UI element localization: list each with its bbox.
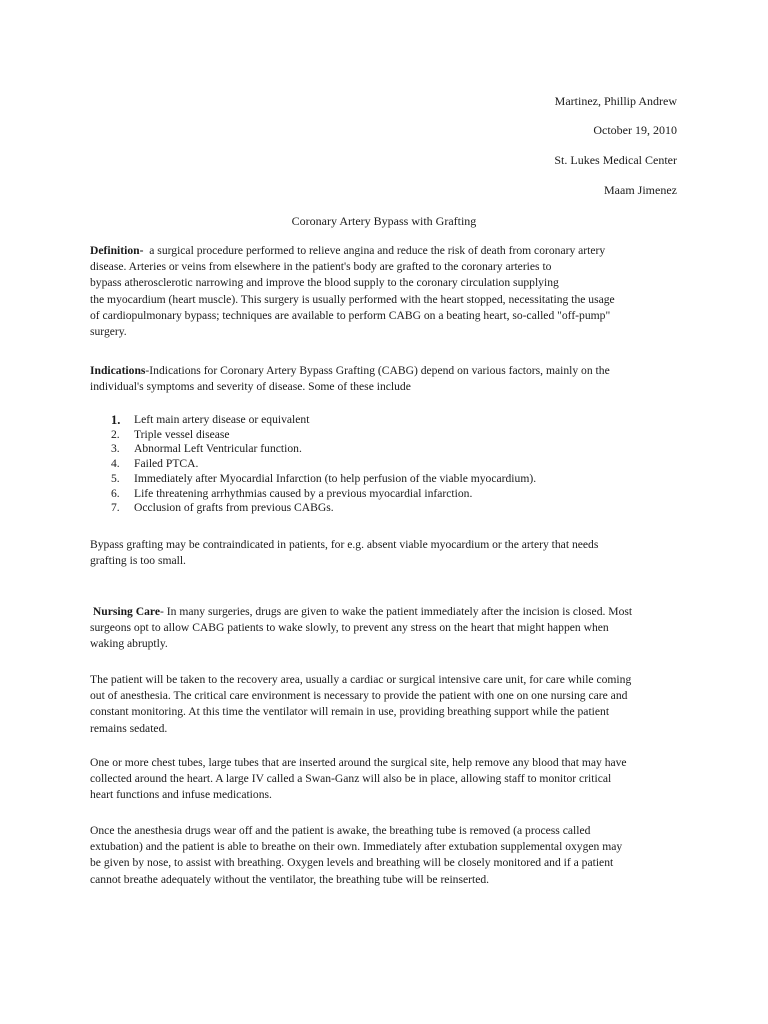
contraindication-line: Bypass grafting may be contraindicated in patients, for e.g. absent viable myocardium or the artery that needs (90, 538, 599, 551)
document-date: October 19, 2010 (593, 123, 677, 137)
chest-tubes-paragraph (90, 755, 680, 804)
institution-name: St. Lukes Medical Center (554, 153, 677, 167)
indications-paragraph (90, 363, 680, 395)
definition-label: Definition- (90, 244, 144, 257)
definition-paragraph (90, 243, 680, 340)
list-item: 3. Abnormal Left Ventricular function. (111, 442, 302, 456)
author-name: Martinez, Phillip Andrew (554, 94, 677, 108)
indications-list (111, 413, 536, 516)
list-item: 5. Immediately after Myocardial Infarction (to help perfusion of the viable myocardium). (111, 471, 537, 485)
contraindication-line: grafting is too small. (90, 554, 186, 568)
recovery-line: out of anesthesia. The critical care environment is necessary to provide the patient with one on one nursing care and (90, 689, 628, 703)
nursing-care-label: Nursing Care (92, 605, 161, 618)
anesthesia-line: cannot breathe adequately without the ventilator, the breathing tube will be reinserted. (90, 872, 490, 886)
list-item: 6. Life threatening arrhythmias caused by a previous myocardial infarction. (111, 486, 473, 500)
definition-line: of cardiopulmonary bypass; techniques are available to perform CABG on a beating heart, so-called "off-pump" (90, 308, 611, 322)
definition-line: surgery. (90, 325, 127, 339)
definition-line: the myocardium (heart muscle). This surgery is usually performed with the heart stopped, necessitating the usage (90, 292, 615, 306)
recovery-line: The patient will be taken to the recovery area, usually a cardiac or surgical intensive care unit, for care while coming (90, 673, 632, 686)
document-title: Coronary Artery Bypass with Grafting (291, 214, 477, 228)
instructor-name: Maam Jimenez (604, 183, 677, 197)
anesthesia-paragraph (90, 823, 680, 888)
recovery-paragraph (90, 672, 680, 737)
contraindication-paragraph (90, 537, 680, 569)
nursing-care-line: surgeons opt to allow CABG patients to wake slowly, to prevent any stress on the heart that might happen when (90, 621, 609, 635)
list-item: 1. Left main artery disease or equivalent (111, 413, 310, 427)
nursing-care-line: Nursing Care- In many surgeries, drugs are given to wake the patient immediately after the incision is closed. Most (92, 605, 633, 618)
indications-line: individual's symptoms and severity of disease. Some of these include (90, 380, 411, 394)
definition-line: disease. Arteries or veins from elsewhere in the patient's body are grafted to the coronary arteries to (90, 260, 552, 274)
list-item: 2. Triple vessel disease (111, 427, 230, 441)
anesthesia-line: Once the anesthesia drugs wear off and the patient is awake, the breathing tube is removed (a process called (90, 824, 591, 837)
chest-tubes-line: collected around the heart. A large IV called a Swan-Ganz will also be in place, allowing staff to monitor critical (90, 772, 612, 786)
definition-line: Definition- a surgical procedure performed to relieve angina and reduce the risk of death from coronary artery (90, 244, 606, 257)
list-item: 7. Occlusion of grafts from previous CABGs. (111, 501, 334, 515)
indications-label: Indications (90, 364, 146, 377)
nursing-care-line: waking abruptly. (90, 637, 168, 651)
nursing-care-paragraph (90, 604, 680, 653)
recovery-line: constant monitoring. At this time the ventilator will remain in use, providing breathing support while the patient (90, 705, 610, 719)
recovery-line: remains sedated. (90, 721, 168, 735)
anesthesia-line: be given by nose, to assist with breathing. Oxygen levels and breathing will be closely monitored and if a patient (90, 856, 614, 870)
indications-line: Indications-Indications for Coronary Artery Bypass Grafting (CABG) depend on various factors, mainly on the (90, 364, 610, 377)
chest-tubes-line: One or more chest tubes, large tubes that are inserted around the surgical site, help remove any blood that may have (90, 756, 627, 769)
chest-tubes-line: heart functions and infuse medications. (90, 788, 272, 802)
list-item: 4. Failed PTCA. (111, 457, 199, 471)
definition-line: bypass atherosclerotic narrowing and improve the blood supply to the coronary circulation supplying (90, 276, 559, 290)
anesthesia-line: extubation) and the patient is able to breathe on their own. Immediately after extubation supplemental oxygen may (90, 840, 623, 854)
